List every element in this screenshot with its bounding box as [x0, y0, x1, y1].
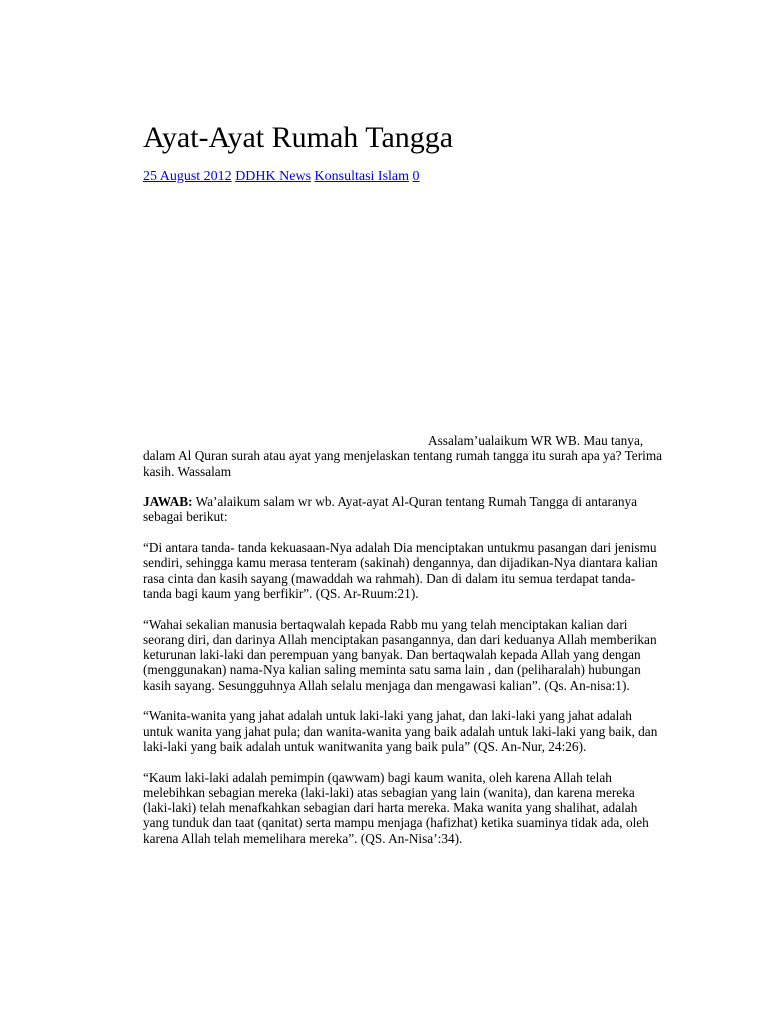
- comments-link[interactable]: 0: [412, 169, 420, 184]
- verse-paragraph: “Di antara tanda- tanda kekuasaan-Nya adalah Dia menciptakan untukmu pasangan dari jenismu sendiri, sehingga kamu merasa tenteram (sakinah) dengannya, dan dijadikan-Nya diantara kalian rasa cinta dan kasih sayang (mawaddah wa rahmah). Dan di dalam itu semua terdapat tanda-tanda bagi kaum yang berfikir”. (QS. Ar-Ruum:21).: [143, 540, 658, 601]
- verse-paragraph: “Wanita-wanita yang jahat adalah untuk laki-laki yang jahat, dan laki-laki yang jahat adalah untuk wanita yang jahat pula; dan wanita-wanita yang baik adalah untuk laki-laki yang baik, dan laki-laki yang baik adalah untuk wanitwanita yang baik pula” (QS. An-Nur, 24:26).: [143, 708, 658, 754]
- date-link[interactable]: 25 August 2012: [143, 169, 232, 184]
- article-body: [143, 433, 663, 861]
- author-link[interactable]: DDHK News: [235, 169, 312, 184]
- page-title: Ayat-Ayat Rumah Tangga: [143, 121, 454, 154]
- category-link[interactable]: Konsultasi Islam: [314, 169, 410, 184]
- question-paragraph: Assalam’ualaikum WR WB. Mau tanya, dalam Al Quran surah atau ayat yang menjelaskan tentang rumah tangga itu surah apa ya? Terima kasih. Wassalam: [143, 433, 663, 479]
- answer-intro: Wa’alaikum salam wr wb. Ayat-ayat Al-Quran tentang Rumah Tangga di antaranya sebagai berikut:: [143, 494, 638, 525]
- post-meta: [143, 168, 420, 186]
- answer-paragraph: [143, 494, 663, 525]
- verse-paragraph: “Kaum laki-laki adalah pemimpin (qawwam) bagi kaum wanita, oleh karena Allah telah melebihkan sebagian mereka (laki-laki) atas sebagian yang lain (wanita), dan karena mereka (laki-laki) telah menafkahkan sebagian dari harta mereka. Maka wanita yang shalihat, adalah yang tunduk dan taat (qanitat) serta mampu menjaga (hafizhat) ketika suaminya tidak ada, oleh karena Allah telah memelihara mereka”. (QS. An-Nisa’:34).: [143, 769, 649, 846]
- verse-paragraph: “Wahai sekalian manusia bertaqwalah kepada Rabb mu yang telah menciptakan kalian dari seorang diri, dan darinya Allah menciptakan pasangannya, dan dari keduanya Allah memberikan keturunan laki-laki dan perempuan yang banyak. Dan bertaqwalah kepada Allah yang dengan (menggunakan) nama-Nya kalian saling meminta satu sama lain , dan (peliharalah) hubungan kasih sayang. Sesungguhnya Allah selalu menjaga dan mengawasi kalian”. (Qs. An-nisa:1).: [143, 616, 657, 693]
- answer-label: JAWAB:: [143, 494, 193, 510]
